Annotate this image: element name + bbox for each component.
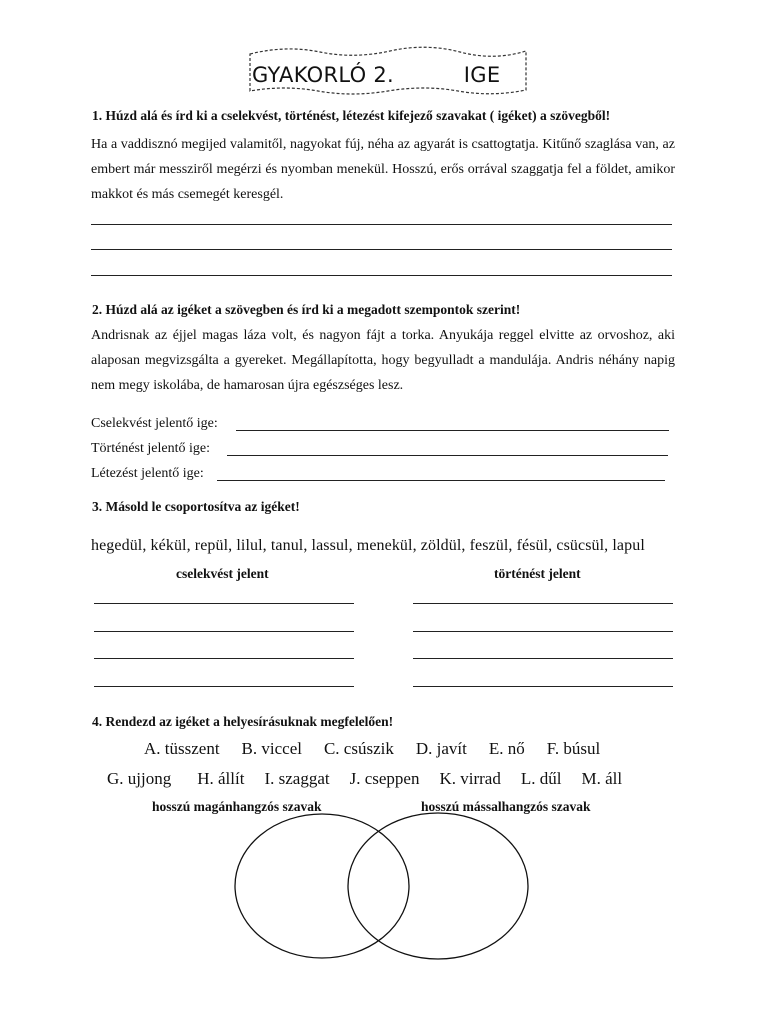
venn-right-circle[interactable] [348,813,528,959]
answer-line[interactable] [91,224,672,225]
venn-left-label: hosszú magánhangzós szavak [152,799,322,814]
verb-option: C. csúszik [323,739,394,758]
title-banner [246,45,530,97]
verb-option: J. cseppen [349,769,420,788]
event-verb-line[interactable] [227,455,668,456]
verb-word-list: hegedül, kékül, repül, lilul, tanul, lassul, menekül, zöldül, feszül, fésül, csücsül, lapul [91,537,645,554]
task2-heading: 2. Húzd alá az igéket a szövegben és írd ki a megadott szempontok szerint! [92,302,521,317]
venn-right-label: hosszú mássalhangzós szavak [421,799,591,814]
verb-option: M. áll [581,769,623,788]
answer-line[interactable] [94,631,354,632]
answer-line[interactable] [94,658,354,659]
answer-line[interactable] [413,686,673,687]
task4-heading: 4. Rendezd az igéket a helyesírásuknak megfelelően! [92,714,394,729]
verb-option: F. búsul [546,739,601,758]
state-verb-label: Létezést jelentő ige: [91,466,204,481]
answer-line[interactable] [413,603,673,604]
venn-left-circle[interactable] [235,814,409,958]
verb-option: E. nő [488,739,525,758]
verb-option: H. állít [197,769,245,788]
task3-heading: 3. Másold le csoportosítva az igéket! [92,499,300,514]
verb-options-row-1 [144,739,600,759]
answer-line[interactable] [413,631,673,632]
page-title: GYAKORLÓ 2. IGE [252,63,501,87]
verb-option: D. javít [415,739,467,758]
venn-diagram [230,812,560,964]
title-topic: IGE [463,63,501,87]
answer-line[interactable] [94,686,354,687]
task1-text: Ha a vaddisznó megijed valamitől, nagyokat fúj, néha az agyarát is csattogtatja. Kitűnő szaglása van, az embert már messziről megérzi és nyomban menekül. Hosszú, erős orrával szaggatja fel a földet, amikor makkot és más csemegét keresgél. [91,137,675,202]
answer-line[interactable] [413,658,673,659]
verb-option: K. virrad [439,769,501,788]
column-label-action: cselekvést jelent [176,566,269,581]
task2-text: Andrisnak az éjjel magas láza volt, és nagyon fájt a torka. Anyukája reggel elvitte az orvoshoz, aki alaposan megvizsgálta a gyereket. Megállapította, hogy begyulladt a mandulája. Andris néhány napig nem megy iskolába, de hamarosan újra egészséges lesz. [91,328,675,393]
verb-option: L. dűl [520,769,562,788]
answer-line[interactable] [91,275,672,276]
state-verb-line[interactable] [217,480,665,481]
verb-option: I. szaggat [264,769,330,788]
column-label-event: történést jelent [494,566,581,581]
event-verb-label: Történést jelentő ige: [91,441,210,456]
verb-option: B. viccel [241,739,302,758]
answer-line[interactable] [94,603,354,604]
action-verb-label: Cselekvést jelentő ige: [91,416,218,431]
action-verb-line[interactable] [236,430,669,431]
answer-line[interactable] [91,249,672,250]
verb-options-row-2 [107,769,622,789]
verb-option: A. tüsszent [144,739,220,758]
task1-heading: 1. Húzd alá és írd ki a cselekvést, történést, létezést kifejező szavakat ( igéket) a szövegből! [92,108,611,123]
verb-option: G. ujjong [107,769,172,788]
